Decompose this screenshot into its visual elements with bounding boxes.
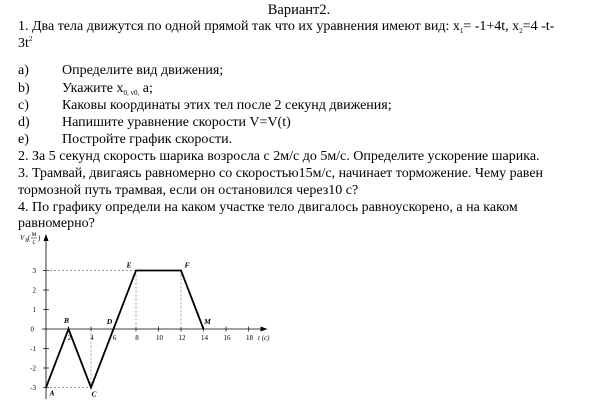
point-label-a: A [49,388,55,398]
task4-text-line1: 4. По графику определи на каком участке тело двигалось равноускорено, а на каком [18,200,518,215]
x-tick-label: 12 [178,334,186,342]
item-text-subscripts: 0, v0, [123,89,140,97]
x-tick-label: 2 [67,334,72,342]
task3-text-line1: 3. Трамвай, двигаясь равномерно со скоростью15м/с, начинает торможение. Чему равен [18,166,544,181]
task1-line2-text: 3t [18,36,29,51]
task1-intro-text-a: 1. Два тела движутся по одной прямой так что их уравнения имеют вид: x [18,19,460,34]
task1-intro-cont [18,36,32,52]
point-label-m: M [204,317,211,326]
item-marker: e) [18,132,29,147]
velocity-chart [0,226,300,414]
item-text: Напишите уравнение скорости V=V(t) [62,115,291,130]
y-axis-unit-numerator: м [31,230,37,238]
item-marker: a) [18,63,29,78]
x-tick-label: 16 [223,334,231,342]
task1-intro-text-c: =4 -t- [522,19,555,34]
y-tick-label: 0 [30,325,34,334]
t-squared-superscript: 2 [28,35,33,43]
item-marker: d) [18,115,30,130]
x-axis-arrow [261,327,268,332]
x-tick-label: 6 [112,334,117,342]
task1-intro [18,19,554,35]
y-axis-label-subscript: x [25,236,29,244]
y-axis-open-paren: ( [28,234,31,242]
x-tick-label: 4 [90,334,94,342]
y-axis-arrow [44,234,49,241]
item-text: Постройте график скорости. [62,132,233,147]
task1-item-d [18,115,291,131]
point-label-f: F [184,260,190,270]
task4-text-line2: равномерно? [18,216,95,231]
x-tick-label: 18 [246,334,253,342]
x-axis-label: t (с) [258,334,270,342]
task3-text-line2: тормозной путь трамвая, если он остановился через10 с? [18,183,359,198]
y-tick-label: 1 [32,306,36,314]
point-label-d: D [106,317,113,326]
point-label-c: C [91,389,97,399]
item-text-a: Укажите x [62,81,124,96]
item-text: Определите вид движения; [62,63,224,78]
task1-item-c [18,98,392,114]
task1-item-b [18,81,153,97]
y-axis-close-paren: ) [38,234,41,242]
x-tick-label: 10 [156,334,163,342]
item-marker: c) [18,98,29,113]
task1-intro-text-b: = -1+4t, x [463,19,520,34]
x-tick-label: 8 [135,334,139,342]
task2-text: 2. За 5 секунд скорость шарика возросла с 2м/с до 5м/с. Определите ускорение шарика. [18,149,540,164]
y-tick-label: -2 [30,364,36,373]
x1-subscript: 1 [459,27,464,35]
point-label-b: B [63,316,70,325]
y-axis-unit-denominator: с [32,238,36,246]
item-text: Каковы координаты этих тел после 2 секунд движения; [62,98,392,113]
item-text-b: a; [139,81,153,96]
chart-labels [20,230,270,399]
task1-item-a [18,63,223,79]
x2-subscript: 2 [519,27,523,35]
y-axis-label: V [20,234,25,242]
y-tick-label: -1 [30,345,36,353]
point-label-e: E [126,260,132,270]
task1-item-e [18,132,232,148]
page-title: Вариант2. [267,2,331,18]
x-tick-label: 14 [201,334,208,342]
y-tick-label: -3 [30,384,36,392]
item-marker: b) [18,81,30,96]
y-tick-label: 2 [32,286,36,295]
y-tick-label: 3 [32,267,36,275]
